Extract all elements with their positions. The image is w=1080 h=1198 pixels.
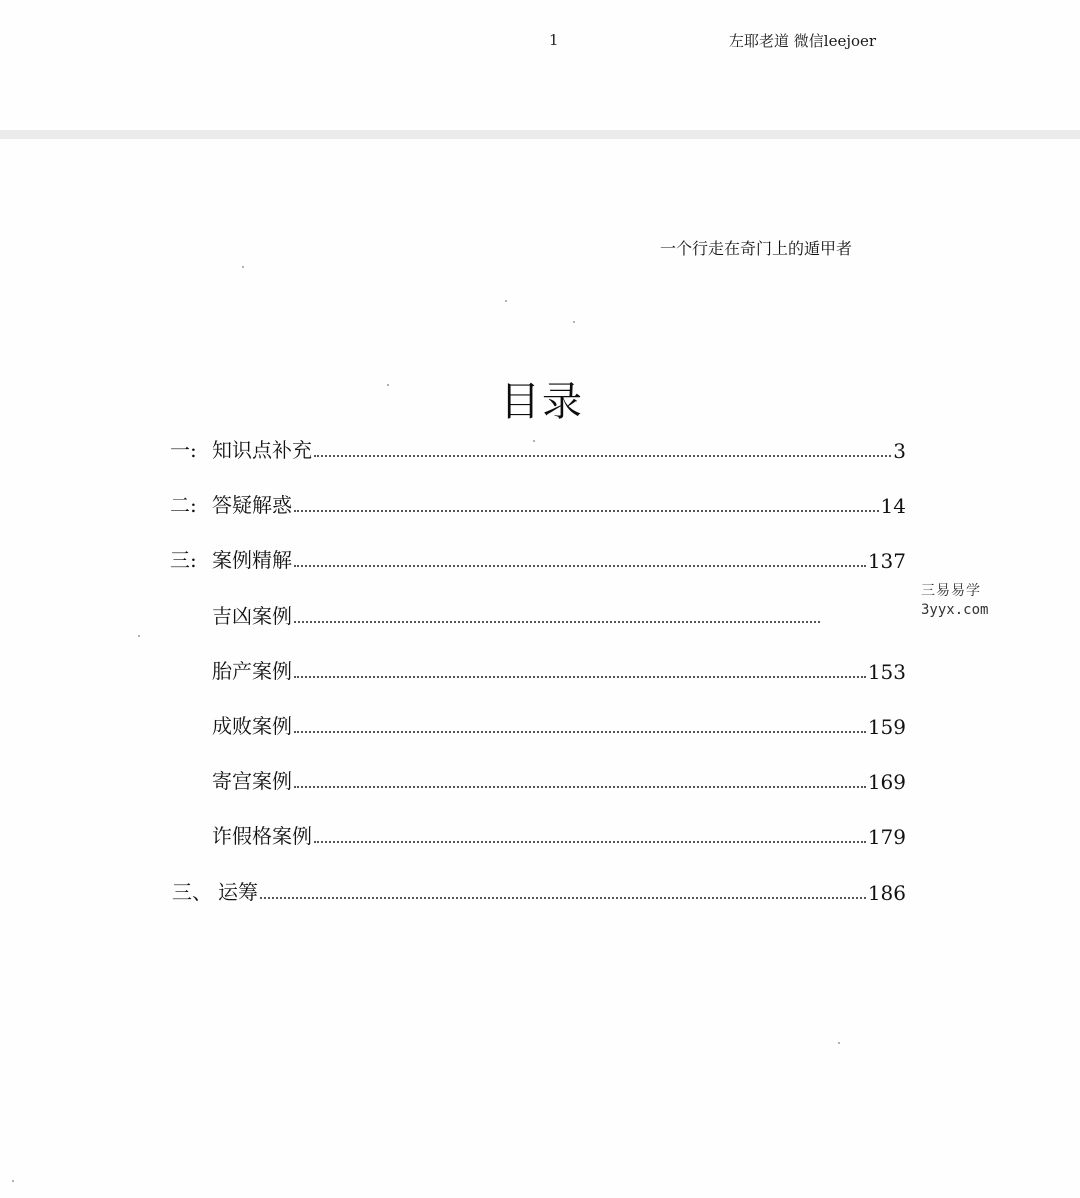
scan-speck: [138, 635, 140, 637]
toc-entry[interactable]: [170, 437, 906, 463]
toc-entry[interactable]: [212, 603, 906, 629]
toc-entry-title: 案例精解: [212, 548, 292, 572]
toc-entry[interactable]: [172, 879, 906, 905]
document-subtitle: 一个行走在奇门上的遁甲者: [660, 239, 853, 258]
toc-dot-leader: [294, 786, 866, 788]
toc-entry-title: 成败案例: [212, 714, 292, 738]
scan-speck: [533, 440, 535, 442]
toc-dot-leader: [294, 731, 866, 733]
toc-entry-number: 三:: [170, 548, 197, 572]
watermark-site-url: 3yyx.com: [921, 602, 989, 618]
toc-entry-title: 知识点补充: [212, 438, 312, 462]
toc-entry[interactable]: [212, 658, 906, 684]
toc-entry-number: 二:: [170, 493, 197, 517]
toc-entry-title: 胎产案例: [212, 659, 292, 683]
author-contact-note: 左耶老道 微信leejoer: [729, 32, 877, 50]
scan-speck: [387, 384, 389, 386]
scan-speck: [242, 266, 244, 268]
toc-entry-page: 14: [880, 494, 906, 518]
toc-entry-title: 答疑解惑: [212, 493, 292, 517]
toc-entry[interactable]: [212, 713, 906, 739]
toc-dot-leader: [260, 897, 866, 899]
toc-entry-page: 3: [893, 439, 906, 463]
toc-heading: 目录: [500, 379, 584, 425]
toc-dot-leader: [294, 565, 866, 567]
toc-entry-number: 一:: [170, 438, 197, 462]
toc-entry-page: 186: [867, 881, 906, 905]
toc-entry-title: 运筹: [218, 880, 258, 904]
page-separator: [0, 130, 1080, 139]
toc-entry[interactable]: [212, 768, 906, 794]
toc-entry-page: 179: [867, 825, 906, 849]
scan-speck: [573, 321, 575, 323]
toc-dot-leader: [314, 841, 866, 843]
toc-entry-page: 153: [867, 660, 906, 684]
toc-entry-number: 三、: [172, 880, 212, 904]
toc-dot-leader: [294, 510, 879, 512]
toc-entry-title: 寄宫案例: [212, 769, 292, 793]
toc-entry[interactable]: [170, 492, 906, 518]
toc-entry[interactable]: [212, 823, 906, 849]
toc-entry[interactable]: [170, 547, 906, 573]
toc-entry-title: 吉凶案例: [212, 604, 292, 628]
toc-dot-leader: [294, 621, 904, 623]
scan-speck: [838, 1042, 840, 1044]
watermark-site-name: 三易易学: [921, 583, 981, 599]
toc-dot-leader: [314, 455, 891, 457]
toc-entry-page: 137: [867, 549, 906, 573]
toc-entry-page: 169: [867, 770, 906, 794]
toc-entry-page: 159: [867, 715, 906, 739]
toc-dot-leader: [294, 676, 866, 678]
scan-speck: [505, 300, 507, 302]
page-number: 1: [549, 31, 559, 49]
toc-entry-title: 诈假格案例: [212, 824, 312, 848]
previous-page-bottom: [0, 0, 1080, 130]
scan-speck: [12, 1180, 14, 1182]
